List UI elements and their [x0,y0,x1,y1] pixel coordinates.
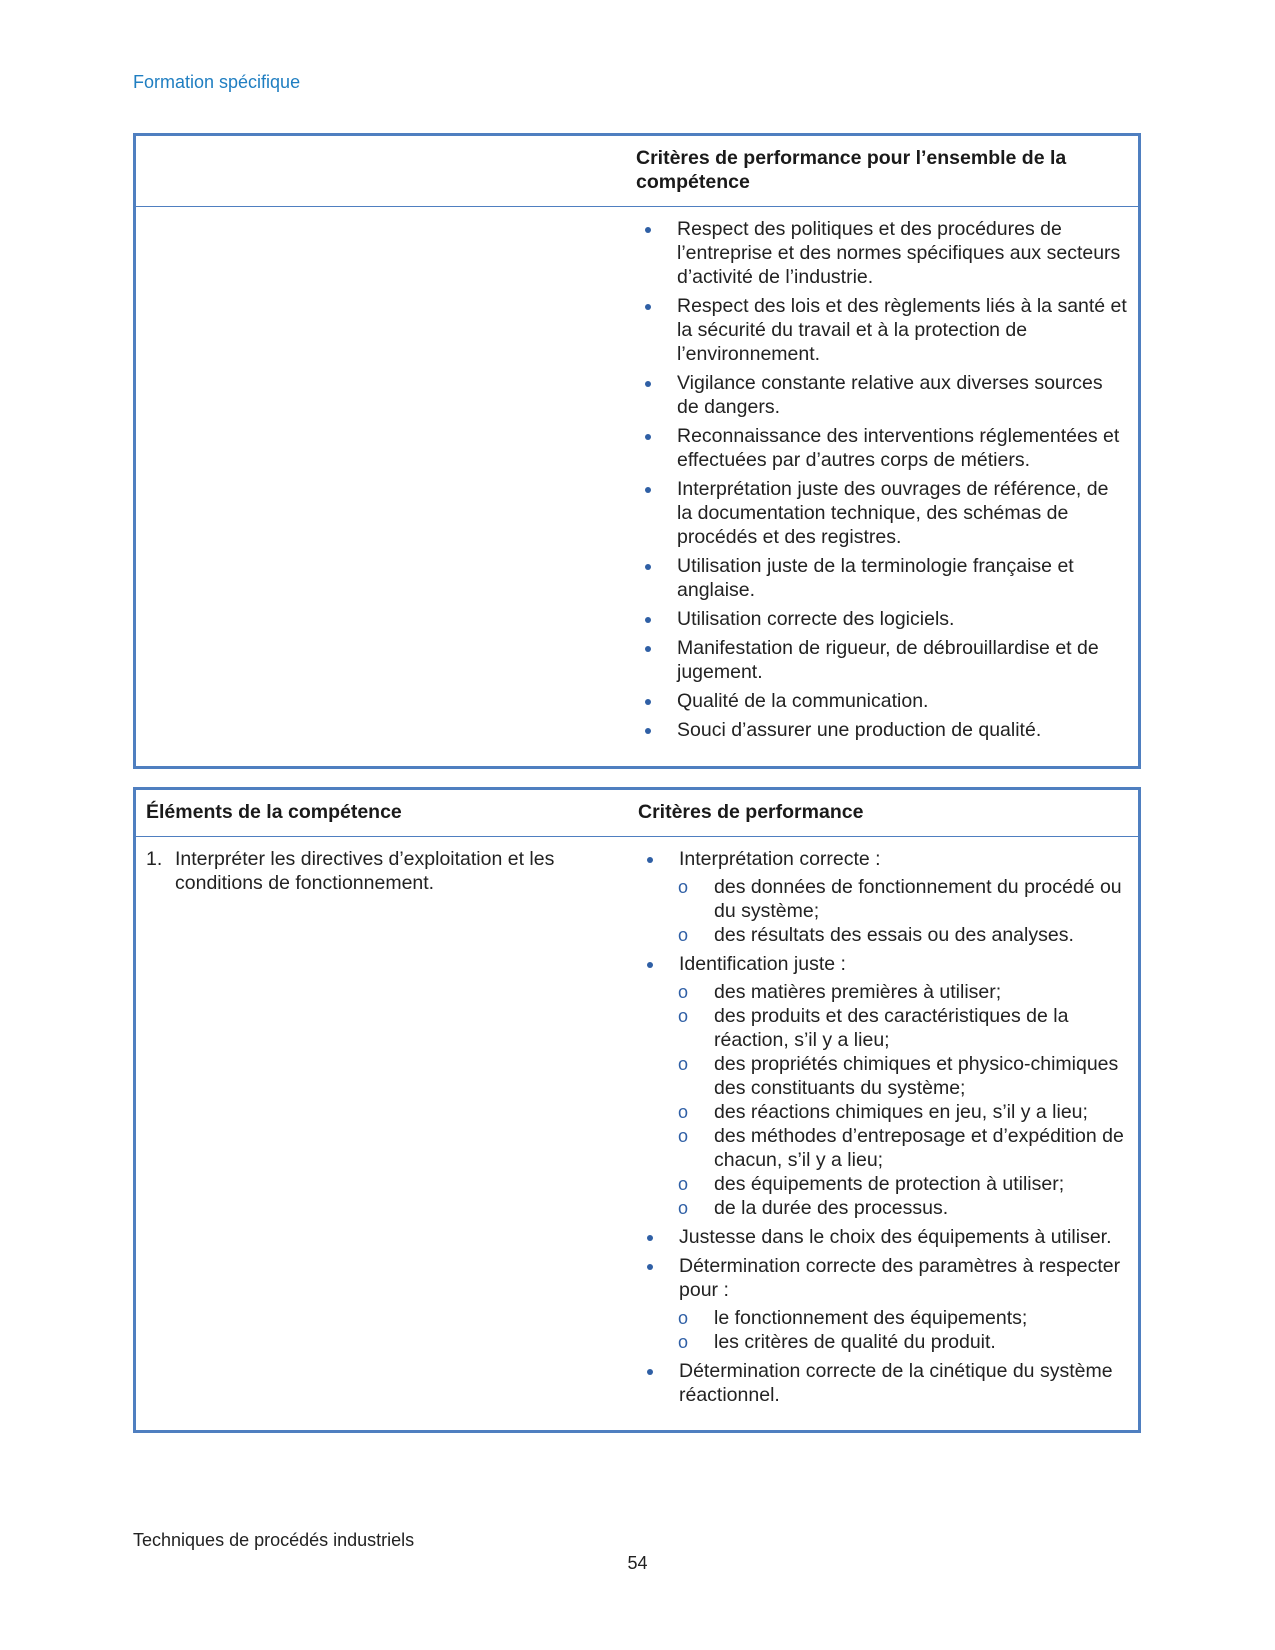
sub-criterion-item [678,1330,1128,1354]
list-item [636,689,1128,713]
bullet-icon [647,1369,653,1375]
sub-bullet-icon: o [678,1174,689,1194]
table-body-row [136,207,1138,747]
sub-criterion-text: des résultats des essais ou des analyses. [714,924,1074,946]
table-body-row [136,837,1138,1412]
list-item [636,718,1128,742]
empty-header-cell [136,136,636,206]
sub-criterion-text: le fonctionnement des équipements; [714,1307,1028,1329]
bullet-icon [645,381,651,387]
list-item [636,477,1128,549]
sub-criterion-text: des produits et des caractéristiques de la réaction, s’il y a lieu; [714,1005,1069,1051]
sub-criterion-item [678,1124,1128,1172]
criterion-text: Interprétation correcte : [679,848,881,870]
list-item [636,607,1128,631]
list-item-text: Utilisation juste de la terminologie française et anglaise. [677,555,1074,601]
table-header-row [136,790,1138,837]
list-item-text: Souci d’assurer une production de qualité. [677,719,1042,741]
list-item-text: Interprétation juste des ouvrages de référence, de la documentation technique, des schémas de procédés et des registres. [677,478,1109,548]
sub-criterion-item [678,1100,1128,1124]
sub-bullet-icon: o [678,1102,689,1122]
list-item [636,636,1128,684]
bullet-icon [647,857,653,863]
sub-criterion-text: les critères de qualité du produit. [714,1331,996,1353]
sub-criterion-item [678,1306,1128,1330]
sub-bullet-icon: o [678,1332,689,1352]
sub-bullet-icon: o [678,1006,689,1026]
overall-criteria-table [133,133,1141,769]
bullet-icon [645,728,651,734]
list-item-text: Respect des politiques et des procédures de l’entreprise et des normes spécifiques aux secteurs d’activité de l’industrie. [677,218,1121,288]
criterion-text: Identification juste : [679,953,846,975]
list-item-text: Respect des lois et des règlements liés à la santé et la sécurité du travail et à la protection de l’environnement. [677,295,1127,365]
sub-criterion-text: des méthodes d’entreposage et d’expédition de chacun, s’il y a lieu; [714,1125,1124,1171]
list-item [636,294,1128,366]
element-number: 1. [146,848,163,870]
sub-criteria-list [679,980,1128,1220]
element-item [146,847,636,895]
footer-program: Techniques de procédés industriels [133,1530,415,1550]
bullet-icon [645,434,651,440]
bullet-icon [647,1235,653,1241]
list-item [636,554,1128,602]
page-number: 54 [627,1553,648,1573]
sub-bullet-icon: o [678,925,689,945]
criterion-text: Détermination correcte des paramètres à respecter pour : [679,1255,1121,1301]
element-text: Interpréter les directives d’exploitation et les conditions de fonctionnement. [175,848,555,894]
criterion-text: Détermination correcte de la cinétique du système réactionnel. [679,1360,1113,1406]
element-cell [136,837,636,1412]
sub-criterion-text: des données de fonctionnement du procédé ou du système; [714,876,1122,922]
sub-criterion-item [678,1052,1128,1100]
list-item-text: Manifestation de rigueur, de débrouillardise et de jugement. [677,637,1099,683]
sub-criterion-text: de la durée des processus. [714,1197,949,1219]
criterion-text: Justesse dans le choix des équipements à utiliser. [679,1226,1112,1248]
sub-bullet-icon: o [678,1198,689,1218]
empty-body-cell [136,207,636,747]
list-item-text: Reconnaissance des interventions réglementées et effectuées par d’autres corps de métiers. [677,425,1120,471]
criteria-list [638,847,1128,1407]
criterion-item [638,1225,1128,1249]
list-item [636,217,1128,289]
sub-criterion-item [678,1196,1128,1220]
sub-criterion-text: des matières premières à utiliser; [714,981,1002,1003]
elements-heading: Éléments de la compétence [146,801,402,823]
list-item-text: Utilisation correcte des logiciels. [677,608,955,630]
element-criteria-table [133,787,1141,1433]
sub-criterion-item [678,1172,1128,1196]
criterion-item [638,952,1128,1220]
overall-criteria-heading: Critères de performance pour l’ensemble de la compétence [636,147,1067,193]
criterion-item [638,1359,1128,1407]
running-header: Formation spécifique [133,72,301,92]
sub-criteria-list [679,875,1128,947]
bullet-icon [645,646,651,652]
sub-criterion-text: des propriétés chimiques et physico-chimiques des constituants du système; [714,1053,1119,1099]
bullet-icon [647,1264,653,1270]
bullet-icon [645,304,651,310]
sub-criterion-item [678,980,1128,1004]
criteria-cell [636,837,1138,1412]
sub-criterion-item [678,875,1128,923]
list-item [636,424,1128,472]
list-item-text: Vigilance constante relative aux diverses sources de dangers. [677,372,1103,418]
list-item [636,371,1128,419]
bullet-icon [647,962,653,968]
sub-criterion-text: des réactions chimiques en jeu, s’il y a lieu; [714,1101,1088,1123]
bullet-icon [645,227,651,233]
criterion-item [638,1254,1128,1354]
bullet-icon [645,699,651,705]
overall-criteria-cell [636,207,1138,747]
sub-criteria-list [679,1306,1128,1354]
criterion-item [638,847,1128,947]
sub-criterion-item [678,1004,1128,1052]
sub-bullet-icon: o [678,1126,689,1146]
criteria-heading: Critères de performance [638,801,864,823]
table-header-row [136,136,1138,207]
overall-criteria-list [636,217,1128,742]
list-item-text: Qualité de la communication. [677,690,929,712]
bullet-icon [645,487,651,493]
sub-bullet-icon: o [678,982,689,1002]
sub-criterion-text: des équipements de protection à utiliser; [714,1173,1065,1195]
sub-criterion-item [678,923,1128,947]
sub-bullet-icon: o [678,1054,689,1074]
bullet-icon [645,617,651,623]
bullet-icon [645,564,651,570]
sub-bullet-icon: o [678,1308,689,1328]
sub-bullet-icon: o [678,877,689,897]
